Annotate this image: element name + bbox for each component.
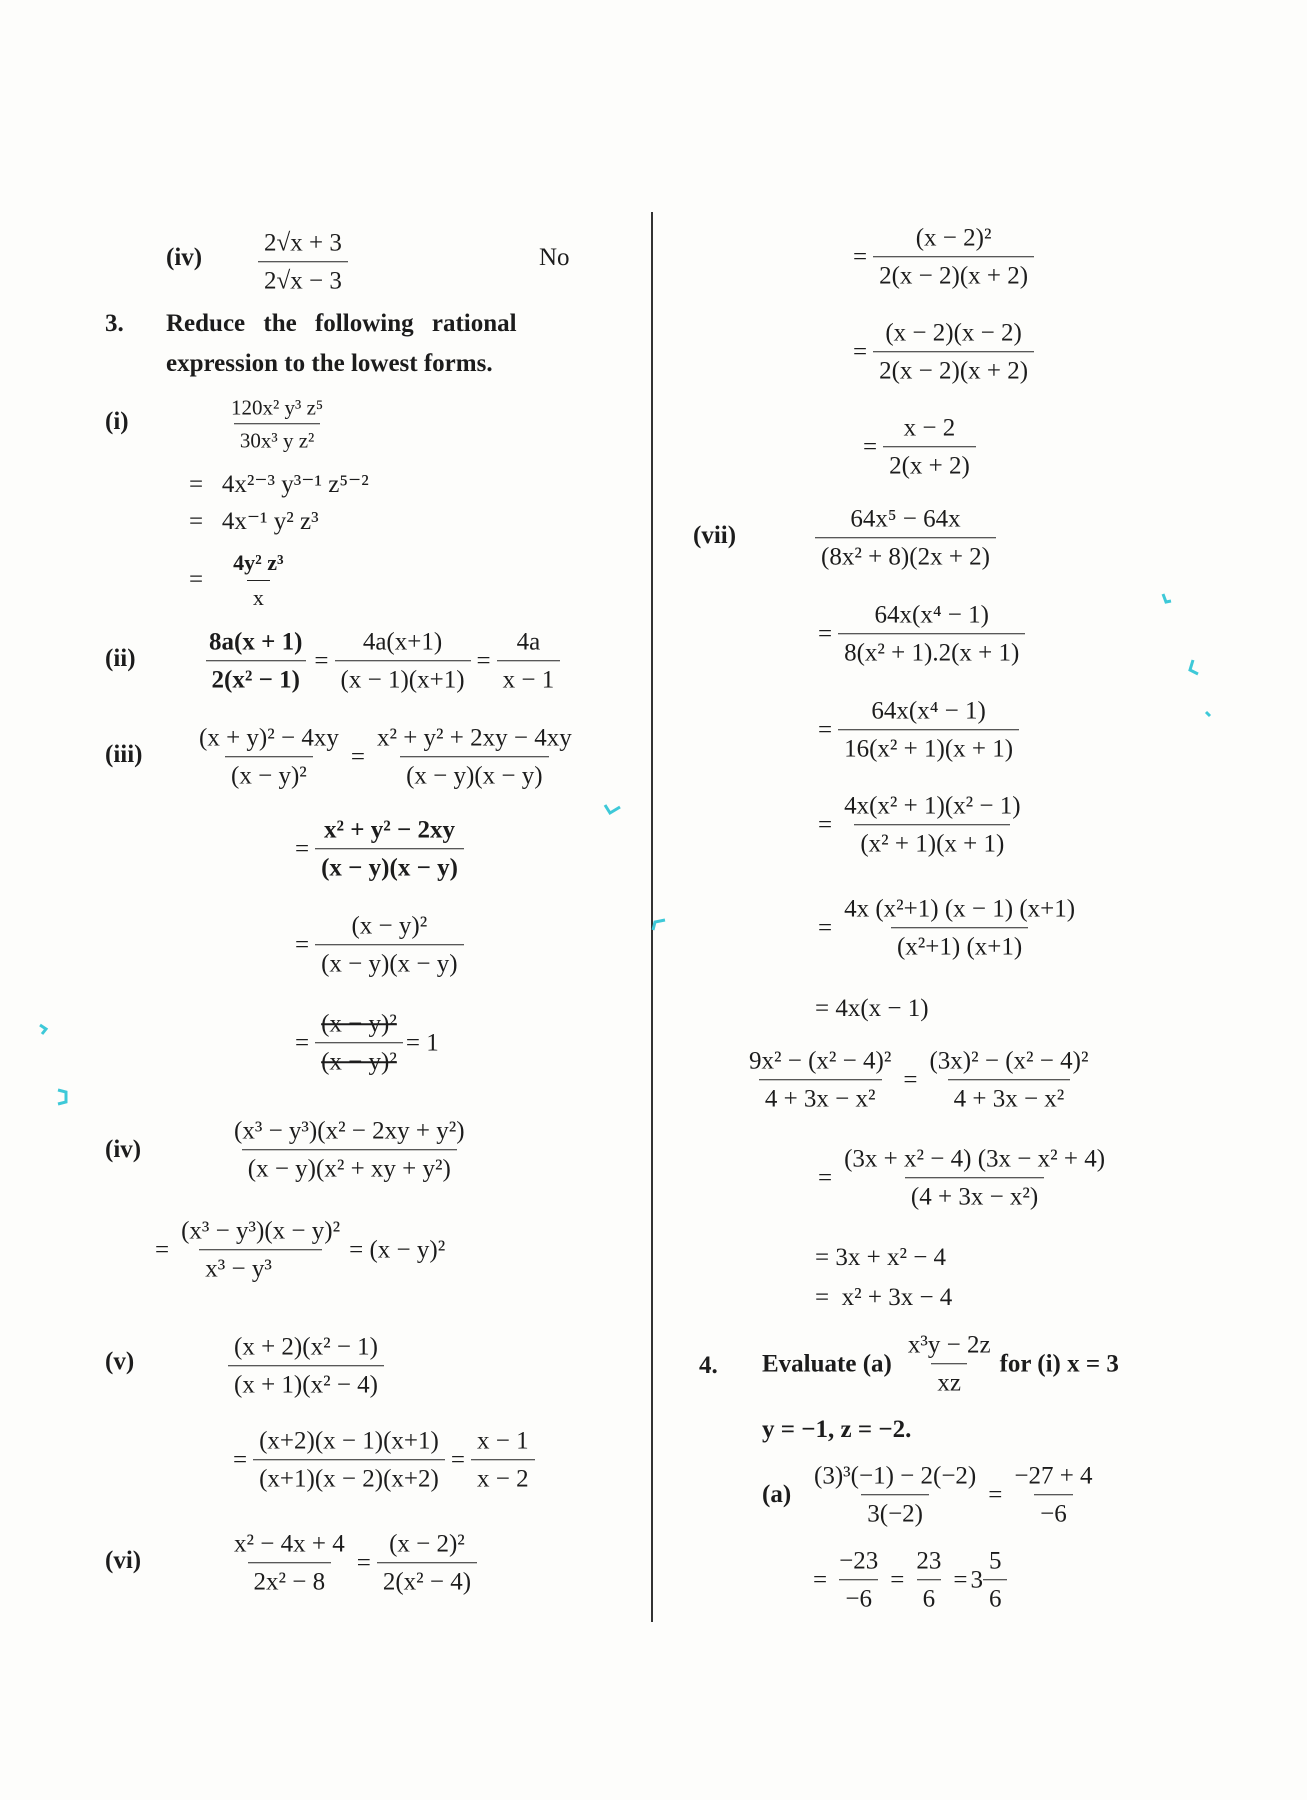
denominator: 2x² − 8 [248, 1563, 332, 1598]
numerator: x² − 4x + 4 [234, 1530, 345, 1558]
denominator: (4 + 3x − x²) [905, 1178, 1044, 1213]
equals: = [476, 647, 491, 674]
numerator: 4x(x² + 1)(x² − 1) [844, 792, 1021, 820]
step: = 4x²⁻³ y³⁻¹ z⁵⁻² [189, 471, 369, 498]
equals: = [818, 716, 833, 743]
denominator: (x²+1) (x+1) [891, 928, 1028, 963]
equals: = [189, 566, 204, 593]
result: = (x − y)² [349, 1236, 446, 1263]
result: = 1 [405, 1029, 439, 1056]
numerator: 4x (x²+1) (x − 1) (x+1) [844, 895, 1076, 923]
equals: = [295, 835, 310, 862]
item-label: (vi) [105, 1547, 142, 1574]
denominator: xz [931, 1364, 967, 1399]
numerator: x − 2 [903, 414, 956, 442]
numerator: (3x)² − (x² − 4)² [929, 1047, 1089, 1075]
numerator: 8a(x + 1) [209, 628, 303, 656]
denominator: x − 2 [471, 1460, 535, 1495]
denominator: 6 [917, 1580, 942, 1615]
pen-mark [605, 805, 620, 813]
denominator: −6 [1034, 1495, 1073, 1530]
denominator: 30x³ y z² [234, 424, 320, 454]
numerator: (x+2)(x − 1)(x+1) [259, 1427, 439, 1455]
equals: = [853, 338, 868, 365]
numerator: −23 [839, 1547, 879, 1575]
equals: = [314, 647, 329, 674]
equals: = [903, 1066, 918, 1093]
pen-mark [1206, 712, 1210, 716]
numerator: x³y − 2z [907, 1331, 991, 1359]
numerator: 5 [988, 1547, 1002, 1575]
numerator: 64x⁵ − 64x [850, 505, 961, 533]
numerator: x² + y² + 2xy − 4xy [376, 724, 572, 752]
denominator: (x − y)(x − y) [315, 849, 464, 884]
question-text: expression to the lowest forms. [166, 350, 493, 377]
denominator: (x − y)² [225, 757, 313, 792]
denominator: 6 [983, 1580, 1008, 1615]
equals: = [350, 743, 365, 770]
denominator: (x − y)(x − y) [400, 757, 549, 792]
numerator: 4a [516, 628, 541, 656]
question-label: Evaluate (a) [762, 1350, 892, 1377]
numerator: x² + y² − 2xy [324, 816, 455, 844]
equals: = [953, 1566, 968, 1593]
equals: = [295, 1029, 310, 1056]
denominator: (x − y)(x − y) [315, 945, 464, 980]
equals: = [155, 1236, 170, 1263]
pen-mark [40, 1025, 46, 1034]
numerator: 23 [916, 1547, 942, 1575]
question-condition: for (i) x = 3 [999, 1350, 1119, 1377]
numerator: (x³ − y³)(x − y)² [181, 1217, 341, 1245]
denominator: 16(x² + 1)(x + 1) [838, 730, 1019, 765]
item-label: (a) [762, 1481, 792, 1508]
numerator: 64x(x⁴ − 1) [874, 601, 989, 629]
question-number: 3. [105, 310, 124, 337]
item-label: (iv) [166, 244, 203, 271]
denominator: 8(x² + 1).2(x + 1) [838, 634, 1025, 669]
denominator: 3(−2) [861, 1495, 929, 1530]
numerator: (x − y)² [351, 912, 428, 940]
question-text: Reduce the following rational [166, 310, 517, 337]
item-label: (ii) [105, 645, 136, 672]
equals: = [818, 620, 833, 647]
step: = 4x(x − 1) [815, 995, 929, 1022]
step: = 4x⁻¹ y² z³ [189, 508, 319, 535]
step: = 3x + x² − 4 [815, 1244, 947, 1271]
numerator: −27 + 4 [1014, 1462, 1093, 1490]
numerator: (x − 2)² [389, 1530, 465, 1558]
numerator: (x − 2)² [915, 224, 992, 252]
numerator: (x − y)² [321, 1010, 397, 1038]
denominator: (x² + 1)(x + 1) [854, 825, 1010, 860]
denominator: 2(x + 2) [883, 447, 976, 482]
denominator: 2(x² − 1) [206, 661, 306, 696]
denominator: 2(x − 2)(x + 2) [873, 257, 1034, 292]
denominator: x³ − y³ [199, 1250, 322, 1285]
denominator: −6 [839, 1580, 878, 1615]
item-label: (v) [105, 1348, 135, 1375]
item-label: (iv) [105, 1136, 142, 1163]
answer: No [539, 244, 570, 271]
equals: = [863, 433, 878, 460]
denominator: (x − y)(x² + xy + y²) [242, 1150, 457, 1185]
denominator: 2(x² − 4) [377, 1563, 477, 1598]
item-label: (vii) [693, 522, 737, 549]
equals: = [818, 811, 833, 838]
equals: = [813, 1566, 828, 1593]
denominator: x − 1 [497, 661, 561, 696]
equals: = [890, 1566, 905, 1593]
denominator: (x+1)(x − 2)(x+2) [253, 1460, 445, 1495]
denominator: (x + 1)(x² − 4) [228, 1366, 384, 1401]
whole-number: 3 [970, 1566, 983, 1593]
denominator: 2(x − 2)(x + 2) [873, 352, 1034, 387]
equals: = [988, 1481, 1003, 1508]
numerator: 2√x + 3 [264, 229, 342, 257]
denominator: (8x² + 8)(2x + 2) [815, 538, 996, 573]
equals: = [233, 1446, 248, 1473]
item-label: (i) [105, 408, 129, 435]
numerator: 4y² z³ [233, 550, 284, 575]
denominator: 4 + 3x − x² [948, 1080, 1071, 1115]
numerator: (3)³(−1) − 2(−2) [814, 1462, 977, 1490]
denominator: (x − 1)(x+1) [335, 661, 471, 696]
denominator: 4 + 3x − x² [759, 1080, 882, 1115]
equals: = [818, 1164, 833, 1191]
question-text: y = −1, z = −2. [762, 1416, 912, 1443]
item-label: (iii) [105, 741, 143, 768]
equals: = [295, 931, 310, 958]
equals: = [356, 1549, 371, 1576]
pen-mark [653, 920, 665, 930]
step: = x² + 3x − 4 [815, 1284, 953, 1311]
numerator: (x − 2)(x − 2) [885, 319, 1022, 347]
question-number: 4. [699, 1352, 718, 1379]
denominator: 2√x − 3 [258, 262, 348, 297]
equals: = [853, 243, 868, 270]
numerator: x − 1 [476, 1427, 529, 1455]
equals: = [450, 1446, 465, 1473]
numerator: 9x² − (x² − 4)² [749, 1047, 892, 1075]
numerator: (3x + x² − 4) (3x − x² + 4) [844, 1145, 1106, 1173]
numerator: 4a(x+1) [362, 628, 443, 656]
numerator: 120x² y³ z⁵ [231, 395, 324, 420]
pen-mark [1163, 594, 1171, 602]
equals: = [818, 914, 833, 941]
numerator: (x³ − y³)(x² − 2xy + y²) [234, 1117, 465, 1145]
numerator: 64x(x⁴ − 1) [871, 697, 986, 725]
numerator: (x + 2)(x² − 1) [234, 1333, 378, 1361]
pen-mark [1190, 660, 1198, 674]
denominator: x [247, 580, 270, 612]
pen-mark [58, 1090, 66, 1104]
numerator: (x + y)² − 4xy [199, 724, 339, 752]
denominator: (x − y)² [315, 1043, 403, 1078]
